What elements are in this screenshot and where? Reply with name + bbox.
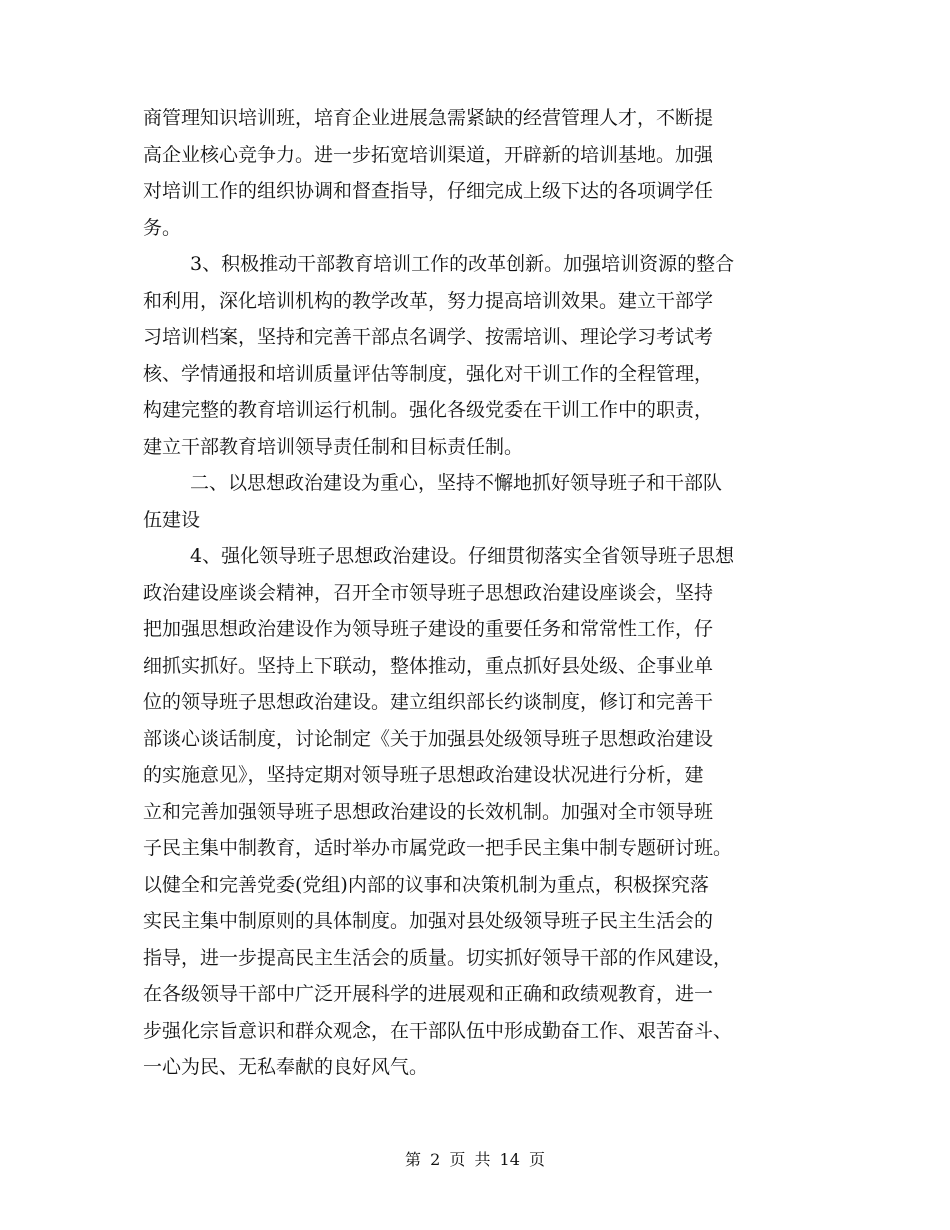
text-line: 把加强思想政治建设作为领导班子建设的重要任务和常常性工作，仔	[143, 618, 714, 640]
text-line: 4、强化领导班子思想政治建设。仔细贯彻落实全省领导班子思想	[190, 545, 735, 567]
page-footer: 第 2 页 共 14 页	[405, 1150, 545, 1169]
text-line: 3、积极推动干部教育培训工作的改革创新。加强培训资源的整合	[190, 253, 735, 275]
text-line: 商管理知识培训班，培育企业进展急需紧缺的经营管理人才，不断提	[143, 107, 714, 129]
text-line: 和利用，深化培训机构的教学改革，努力提高培训效果。建立干部学	[143, 289, 714, 312]
text-line: 以健全和完善党委(党组)内部的议事和决策机制为重点，积极探究落	[143, 873, 709, 896]
text-line: 子民主集中制教育，适时举办市属党政一把手民主集中制专题研讨班。	[143, 837, 733, 859]
body-text	[143, 100, 808, 1086]
text-line: 位的领导班子思想政治建设。建立组织部长约谈制度，修订和完善干	[143, 691, 714, 713]
text-line: 立和完善加强领导班子思想政治建设的长效机制。加强对全市领导班	[143, 800, 714, 823]
text-line: 伍建设	[143, 508, 201, 531]
text-line: 核、学情通报和培训质量评估等制度，强化对干训工作的全程管理，	[143, 362, 714, 385]
text-line: 细抓实抓好。坚持上下联动，整体推动，重点抓好县处级、企事业单	[143, 654, 714, 677]
text-line: 政治建设座谈会精神，召开全市领导班子思想政治建设座谈会，坚持	[143, 581, 714, 604]
text-line: 在各级领导干部中广泛开展科学的进展观和正确和政绩观教育，进一	[143, 983, 714, 1005]
text-line: 实民主集中制原则的具体制度。加强对县处级领导班子民主生活会的	[143, 910, 714, 932]
text-line: 对培训工作的组织协调和督查指导，仔细完成上级下达的各项调学任	[143, 180, 714, 202]
text-line: 习培训档案，坚持和完善干部点名调学、按需培训、理论学习考试考	[143, 326, 714, 348]
text-line: 步强化宗旨意识和群众观念，在干部队伍中形成勤奋工作、艰苦奋斗、	[143, 1019, 733, 1042]
text-line: 构建完整的教育培训运行机制。强化各级党委在干训工作中的职责，	[143, 399, 714, 421]
text-line: 部谈心谈话制度，讨论制定《关于加强县处级领导班子思想政治建设	[143, 727, 714, 750]
text-line: 建立干部教育培训领导责任制和目标责任制。	[143, 435, 524, 458]
text-line: 一心为民、无私奉献的良好风气。	[143, 1056, 429, 1078]
text-line: 的实施意见》，坚持定期对领导班子思想政治建设状况进行分析，建	[143, 764, 704, 786]
text-line: 指导，进一步提高民主生活会的质量。切实抓好领导干部的作风建设，	[143, 946, 733, 969]
text-line: 高企业核心竞争力。进一步拓宽培训渠道，开辟新的培训基地。加强	[143, 143, 714, 166]
text-line: 二、以思想政治建设为重心，坚持不懈地抓好领导班子和干部队	[190, 472, 723, 494]
text-line: 务。	[143, 216, 182, 239]
